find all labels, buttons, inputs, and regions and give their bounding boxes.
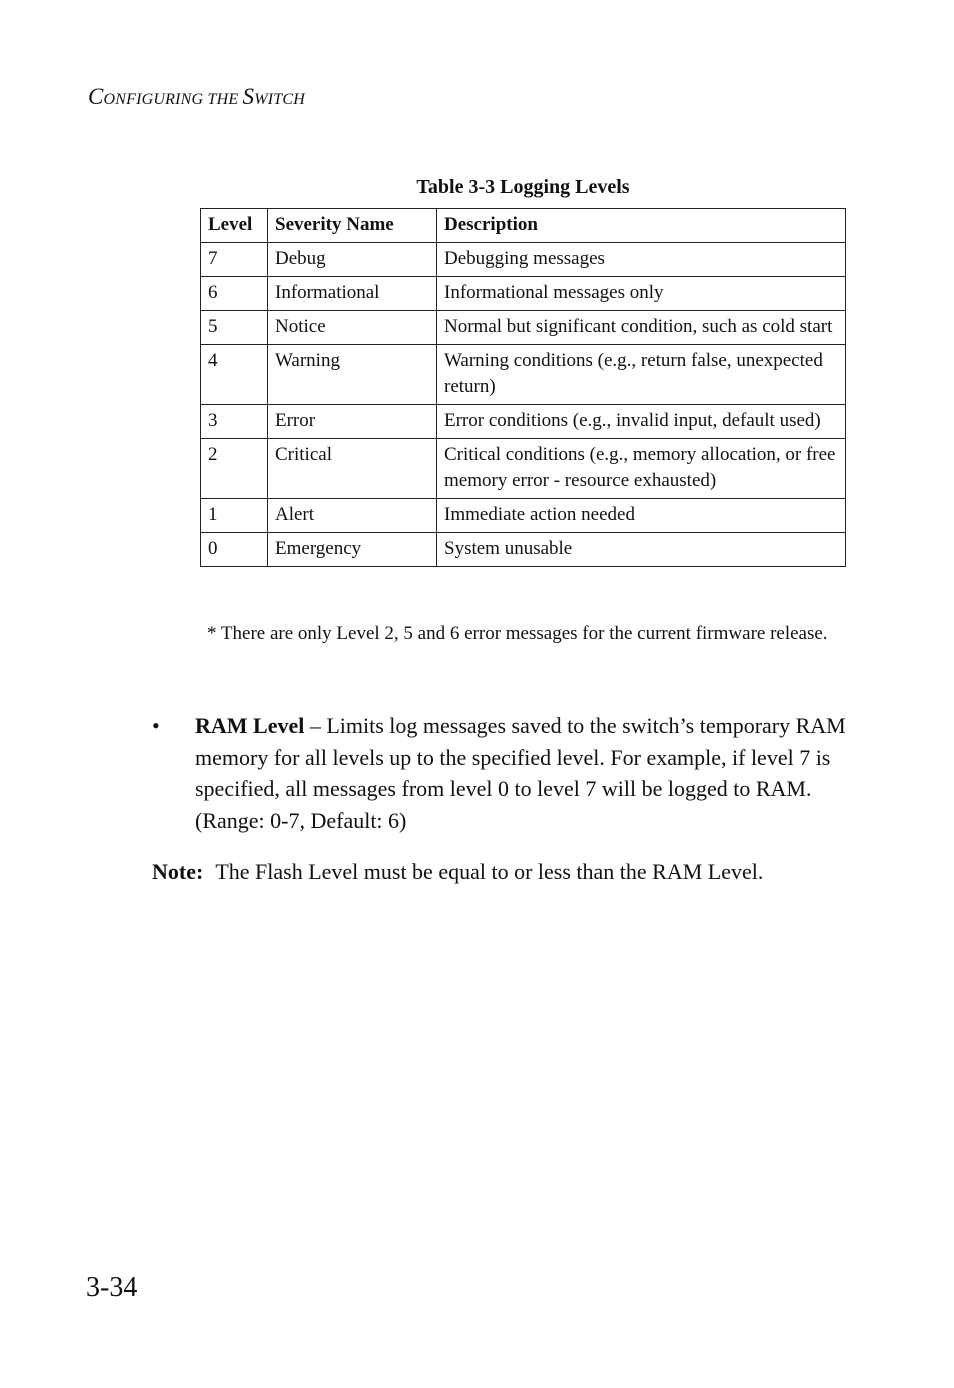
column-header-description: Description — [437, 209, 846, 243]
column-header-level: Level — [201, 209, 268, 243]
level-cell: 2 — [201, 439, 268, 499]
page-number: 3-34 — [86, 1272, 138, 1303]
level-cell: 1 — [201, 499, 268, 533]
column-header-severity-name: Severity Name — [268, 209, 437, 243]
header-initial-c: C — [88, 84, 104, 109]
bullet-term: RAM Level — [195, 713, 305, 738]
logging-levels-table — [200, 208, 846, 567]
severity-name-cell: Notice — [268, 311, 437, 345]
severity-name-cell: Critical — [268, 439, 437, 499]
level-cell: 4 — [201, 345, 268, 405]
header-text-witch: WITCH — [254, 91, 306, 108]
header-text-onfiguring: ONFIGURING THE — [103, 91, 243, 108]
severity-name-cell: Informational — [268, 277, 437, 311]
severity-name-cell: Alert — [268, 499, 437, 533]
table-row — [201, 345, 846, 405]
level-cell: 5 — [201, 311, 268, 345]
description-cell: Informational messages only — [437, 277, 846, 311]
table-caption: Table 3-3 Logging Levels — [416, 176, 630, 198]
table-row — [201, 533, 846, 567]
table-row — [201, 405, 846, 439]
header-initial-s: S — [242, 84, 255, 109]
table-row — [201, 499, 846, 533]
note-text: The Flash Level must be equal to or less than the RAM Level. — [215, 859, 764, 884]
table-header-row — [201, 209, 846, 243]
description-cell: System unusable — [437, 533, 846, 567]
description-cell: Error conditions (e.g., invalid input, default used) — [437, 405, 846, 439]
table-footnote: * There are only Level 2, 5 and 6 error messages for the current firmware release. — [207, 623, 828, 644]
severity-name-cell: Error — [268, 405, 437, 439]
table-row — [201, 311, 846, 345]
table-row — [201, 439, 846, 499]
severity-name-cell: Debug — [268, 243, 437, 277]
running-header — [88, 84, 305, 110]
table-row — [201, 243, 846, 277]
description-cell: Debugging messages — [437, 243, 846, 277]
note-label: Note: — [152, 859, 204, 884]
description-cell: Normal but significant condition, such as cold start — [437, 311, 846, 345]
bullet-paragraph — [195, 710, 852, 836]
bullet-marker: • — [152, 713, 160, 738]
description-cell: Immediate action needed — [437, 499, 846, 533]
level-cell: 6 — [201, 277, 268, 311]
bullet-text: – Limits log messages saved to the switch’s temporary RAM memory for all levels up to the specified level. For example, if level 7 is specified, all messages from level 0 to level 7 will be logged to RAM. (Range: 0-7, Default: 6) — [195, 713, 846, 833]
ram-level-bullet — [152, 710, 852, 836]
level-cell: 3 — [201, 405, 268, 439]
level-cell: 7 — [201, 243, 268, 277]
description-cell: Warning conditions (e.g., return false, unexpected return) — [437, 345, 846, 405]
severity-name-cell: Emergency — [268, 533, 437, 567]
severity-name-cell: Warning — [268, 345, 437, 405]
table-row — [201, 277, 846, 311]
description-cell: Critical conditions (e.g., memory allocation, or free memory error - resource exhausted) — [437, 439, 846, 499]
level-cell: 0 — [201, 533, 268, 567]
note-paragraph — [152, 856, 852, 887]
